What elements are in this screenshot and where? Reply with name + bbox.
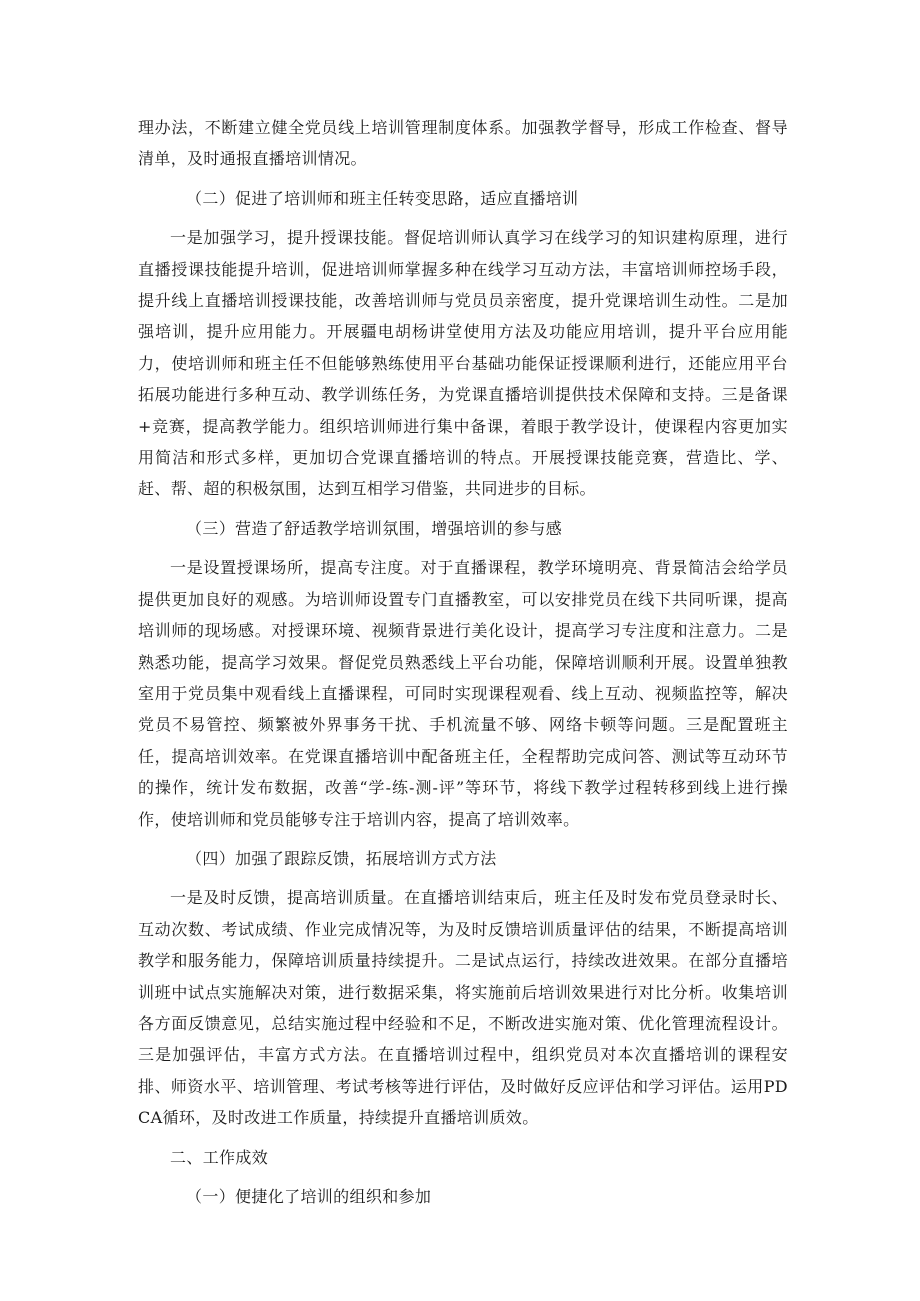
paragraph-3: 一是设置授课场所，提高专注度。对于直播课程，教学环境明亮、背景简洁会给学员提供更加良好的观感。为培训师设置专门直播教室，可以安排党员在线下共同听课，提高培训师的现场感。对授课环境、视频背景进行美化设计，提高学习专注度和注意力。二是熟悉功能，提高学习效果。督促党员熟悉线上平台功能，保障培训顺利开展。设置单独教室用于党员集中观看线上直播课程，可同时实现课程观看、线上互动、视频监控等，解决党员不易管控、频繁被外界事务干扰、手机流量不够、网络卡顿等问题。三是配置班主任，提高培训效率。在党课直播培训中配备班主任，全程帮助完成问答、测试等互动环节的操作，统计发布数据，改善“学-练-测-评”等环节，将线下教学过程转移到线上进行操作，使培训师和党员能够专注于培训内容，提高了培训效率。 [138,558,788,829]
paragraph-2: 一是加强学习，提升授课技能。督促培训师认真学习在线学习的知识建构原理，进行直播授课技能提升培训，促进培训师掌握多种在线学习互动方法，丰富培训师控场手段，提升线上直播培训授课技能，改善培训师与党员员亲密度，提升党课培训生动性。二是加强培训，提升应用能力。开展疆电胡杨讲堂使用方法及功能应用培训，提升平台应用能力，使培训师和班主任不但能够熟练使用平台基础功能保证授课顺利进行，还能应用平台拓展功能进行多种互动、教学训练任务，为党课直播培训提供技术保障和支持。三是备课+竞赛，提高教学能力。组织培训师进行集中备课，着眼于教学设计，使课程内容更加实用简洁和形式多样，更加切合党课直播培训的特点。开展授课技能竞赛，营造比、学、赶、帮、超的积极氛围，达到互相学习借鉴，共同进步的目标。 [138,228,788,499]
document-page [138,112,788,1212]
section-title-2: 二、工作成效 [170,1147,269,1167]
subheading-3: （三）营造了舒适教学培训氛围，增强培训的参与感 [186,518,563,538]
subheading-2: （二）促进了培训师和班主任转变思路，适应直播培训 [186,188,579,208]
subheading-4: （四）加强了跟踪反馈，拓展培训方式方法 [186,848,497,868]
paragraph-continuation: 理办法，不断建立健全党员线上培训管理制度体系。加强教学督导，形成工作检查、督导清单，及时通报直播培训情况。 [138,118,788,169]
subheading-5: （一）便捷化了培训的组织和参加 [186,1187,432,1206]
paragraph-4: 一是及时反馈，提高培训质量。在直播培训结束后，班主任及时发布党员登录时长、互动次数、考试成绩、作业完成情况等，为及时反馈培训质量评估的结果，不断提高培训教学和服务能力，保障培训质量持续提升。二是试点运行，持续改进效果。在部分直播培训班中试点实施解决对策，进行数据采集，将实施前后培训效果进行对比分析。收集培训各方面反馈意见，总结实施过程中经验和不足，不断改进实施对策、优化管理流程设计。三是加强评估，丰富方式方法。在直播培训过程中，组织党员对本次直播培训的课程安排、师资水平、培训管理、考试考核等进行评估，及时做好反应评估和学习评估。运用PDCA循环，及时改进工作质量，持续提升直播培训质效。 [138,888,788,1128]
